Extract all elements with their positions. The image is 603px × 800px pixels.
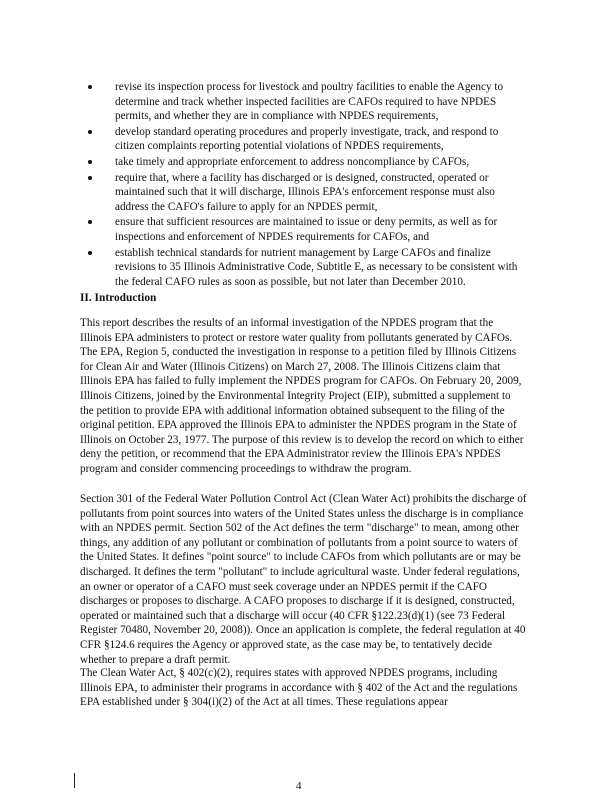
list-item: establish technical standards for nutrient management by Large CAFOs and finalize revisions to 35 Illinois Administrative Code, Subtitle E, as necessary to be consistent with the federal CAFO rules as soon as possible, but not later than December 2010.	[87, 246, 527, 290]
bullet-icon	[88, 251, 92, 255]
list-item: develop standard operating procedures and properly investigate, track, and respond to citizen complaints reporting potential violations of NPDES requirements,	[87, 125, 527, 154]
bullet-icon	[88, 85, 92, 89]
list-item: take timely and appropriate enforcement to address noncompliance by CAFOs,	[87, 155, 527, 170]
bullet-icon	[88, 130, 92, 134]
bullet-icon	[88, 160, 92, 164]
page-number: 4	[296, 780, 302, 792]
bullet-icon	[88, 220, 92, 224]
margin-mark	[74, 773, 75, 788]
paragraph-section-402: The Clean Water Act, § 402(c)(2), requires states with approved NPDES programs, including Illinois EPA, to administer their programs in accordance with § 402 of the Act and the regulations EPA established under § 304(i)(2) of the Act at all times. These regulations appear	[80, 667, 518, 709]
list-item: revise its inspection process for livestock and poultry facilities to enable the Agency to determine and track whether inspected facilities are CAFOs required to have NPDES permits, and whether they are in compliance with NPDES requirements,	[87, 80, 527, 124]
bullet-icon	[88, 176, 92, 180]
paragraph-section-301: Section 301 of the Federal Water Pollution Control Act (Clean Water Act) prohibits the discharge of pollutants from point sources into waters of the United States unless the discharge is in compliance with an NPDES permit. Section 502 of the Act defines the term "discharge" to mean, among other things, any addition of any pollutant or combination of pollutants from a point source to waters of the United States. It defines "point source" to include CAFOs from which pollutants are or may be discharged. It defines the term "pollutant" to include agricultural waste. Under federal regulations, an owner or operator of a CAFO must seek coverage under an NPDES permit if the CAFO discharges or proposes to discharge. A CAFO proposes to discharge if it is designed, constructed, operated or maintained such that a discharge will occur (40 CFR §122.23(d)(1) (see 73 Federal Register 70480, November 20, 2008)). Once an application is complete, the federal regulation at 40 CFR §124.6 requires the Agency or approved state, as the case may be, to tentatively decide whether to prepare a draft permit.	[80, 493, 527, 666]
recommendation-list	[87, 80, 527, 290]
section-heading: II. Introduction	[80, 292, 157, 304]
list-item: ensure that sufficient resources are maintained to issue or deny permits, as well as for inspections and enforcement of NPDES requirements for CAFOs, and	[87, 215, 527, 244]
paragraph-report-description: This report describes the results of an informal investigation of the NPDES program that the Illinois EPA administers to protect or restore water quality from pollutants generated by CAFOs. The EPA, Region 5, conducted the investigation in response to a petition filed by Illinois Citizens for Clean Air and Water (Illinois Citizens) on March 27, 2008. The Illinois Citizens claim that Illinois EPA has failed to fully implement the NPDES program for CAFOs. On February 20, 2009, Illinois Citizens, joined by the Environmental Integrity Project (EIP), submitted a supplement to the petition to provide EPA with additional information obtained subsequent to the filing of the original petition. EPA approved the Illinois EPA to administer the NPDES program in the State of Illinois on October 23, 1977. The purpose of this review is to develop the record on which to either deny the petition, or recommend that the EPA Administrator review the Illinois EPA's NPDES program and consider commencing proceedings to withdraw the program.	[80, 317, 524, 475]
list-item: require that, where a facility has discharged or is designed, constructed, operated or maintained such that it will discharge, Illinois EPA's enforcement response must also address the CAFO's failure to apply for an NPDES permit,	[87, 171, 527, 215]
